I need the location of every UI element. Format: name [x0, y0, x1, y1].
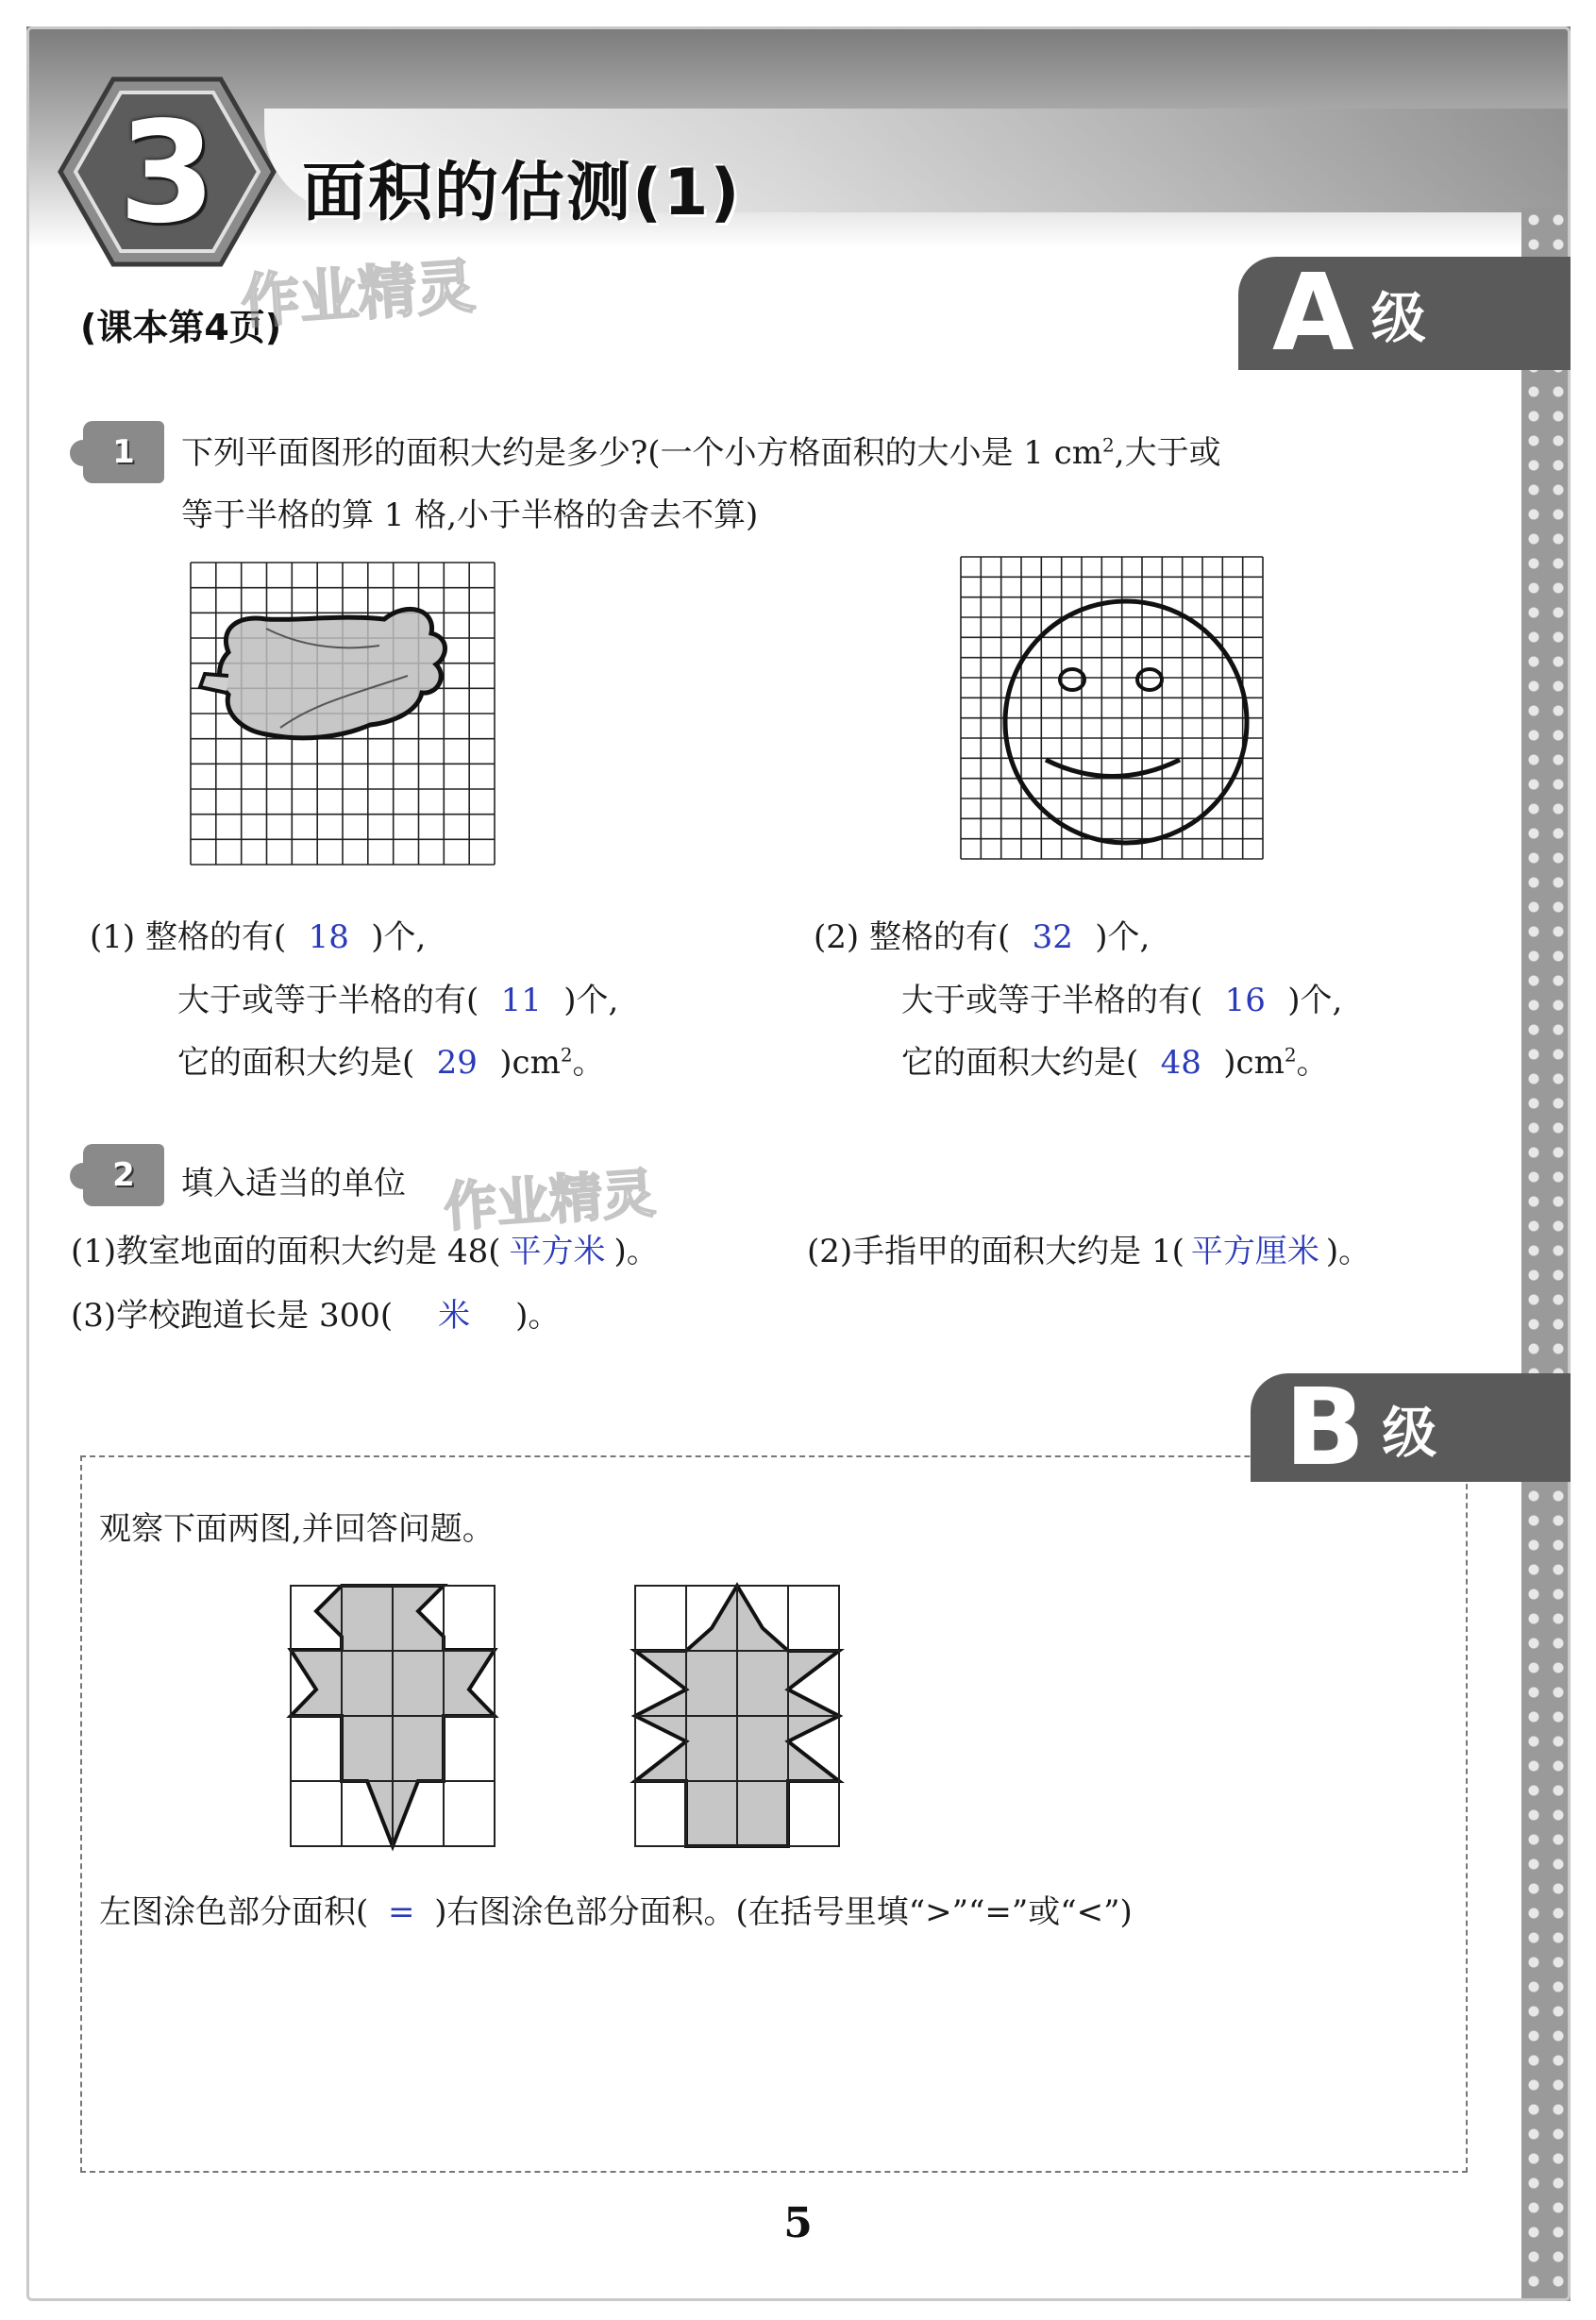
right-shaded-figure	[635, 1586, 839, 1846]
watermark: 作业精灵	[442, 1163, 658, 1239]
page-title: 面积的估测(1)	[302, 156, 742, 230]
level-b-word: 级	[1382, 1400, 1437, 1465]
answer-compare: =	[388, 1893, 415, 1931]
watermark: 作业精灵	[239, 251, 478, 337]
page-number: 5	[783, 2199, 813, 2247]
pepper-grid-figure	[191, 563, 495, 865]
level-a-tab	[1238, 252, 1571, 375]
question-number: 2	[112, 1156, 135, 1194]
page-reference: (课本第4页)	[80, 307, 282, 348]
answer-area-2: 48	[1160, 1044, 1201, 1082]
question-number: 1	[112, 433, 135, 471]
q1-part2-line1: (2) 整格的有( 32 )个,	[814, 918, 1151, 956]
q2-item3: (3)学校跑道长是 300( 米 )。	[71, 1289, 560, 1336]
q1-part2-line3: 它的面积大约是( 48 )$cm^2$。	[901, 1043, 1329, 1082]
q2-item1: (1)教室地面的面积大约是 48( 平方米 )。	[71, 1225, 659, 1271]
q2-item2: (2)手指甲的面积大约是 1( 平方厘米 )。	[807, 1225, 1370, 1271]
q1-part1-line2: 大于或等于半格的有( 11 )个,	[177, 982, 619, 1019]
level-b-compare: 左图涂色部分面积( = )右图涂色部分面积。(在括号里填“>”“=”或“<”)	[99, 1893, 1133, 1931]
answer-whole-2: 32	[1032, 918, 1073, 956]
level-b-prompt: 观察下面两图,并回答问题。	[99, 1510, 495, 1548]
left-shaded-figure	[291, 1586, 495, 1846]
answer-unit-1: 平方米	[509, 1233, 606, 1270]
level-b-tab	[1251, 1366, 1571, 1489]
q2-prompt: 填入适当的单位	[181, 1165, 406, 1202]
level-b-letter: B	[1285, 1366, 1366, 1489]
puzzle-piece-icon	[83, 421, 164, 483]
answer-unit-3: 米	[438, 1297, 471, 1335]
level-a-word: 级	[1370, 286, 1426, 350]
lesson-number: 3	[118, 91, 216, 254]
answer-area-1: 29	[436, 1044, 478, 1082]
q1-prompt-line1: 下列平面图形的面积大约是多少?(一个小方格面积的大小是 1 $cm^2$,大于或	[181, 433, 1221, 472]
q1-prompt-line2: 等于半格的算 1 格,小于半格的舍去不算)	[181, 496, 759, 534]
q1-part1-line1: (1) 整格的有( 18 )个,	[90, 918, 427, 956]
answer-half-1: 11	[500, 982, 542, 1019]
level-a-letter: A	[1272, 252, 1354, 375]
answer-unit-2: 平方厘米	[1190, 1233, 1319, 1270]
smiley-grid-figure	[961, 557, 1263, 859]
puzzle-piece-icon	[83, 1144, 164, 1206]
answer-whole-1: 18	[308, 918, 349, 956]
answer-half-2: 16	[1224, 982, 1266, 1019]
q1-part2-line2: 大于或等于半格的有( 16 )个,	[901, 982, 1343, 1019]
q1-part1-line3: 它的面积大约是( 29 )$cm^2$。	[177, 1043, 605, 1082]
